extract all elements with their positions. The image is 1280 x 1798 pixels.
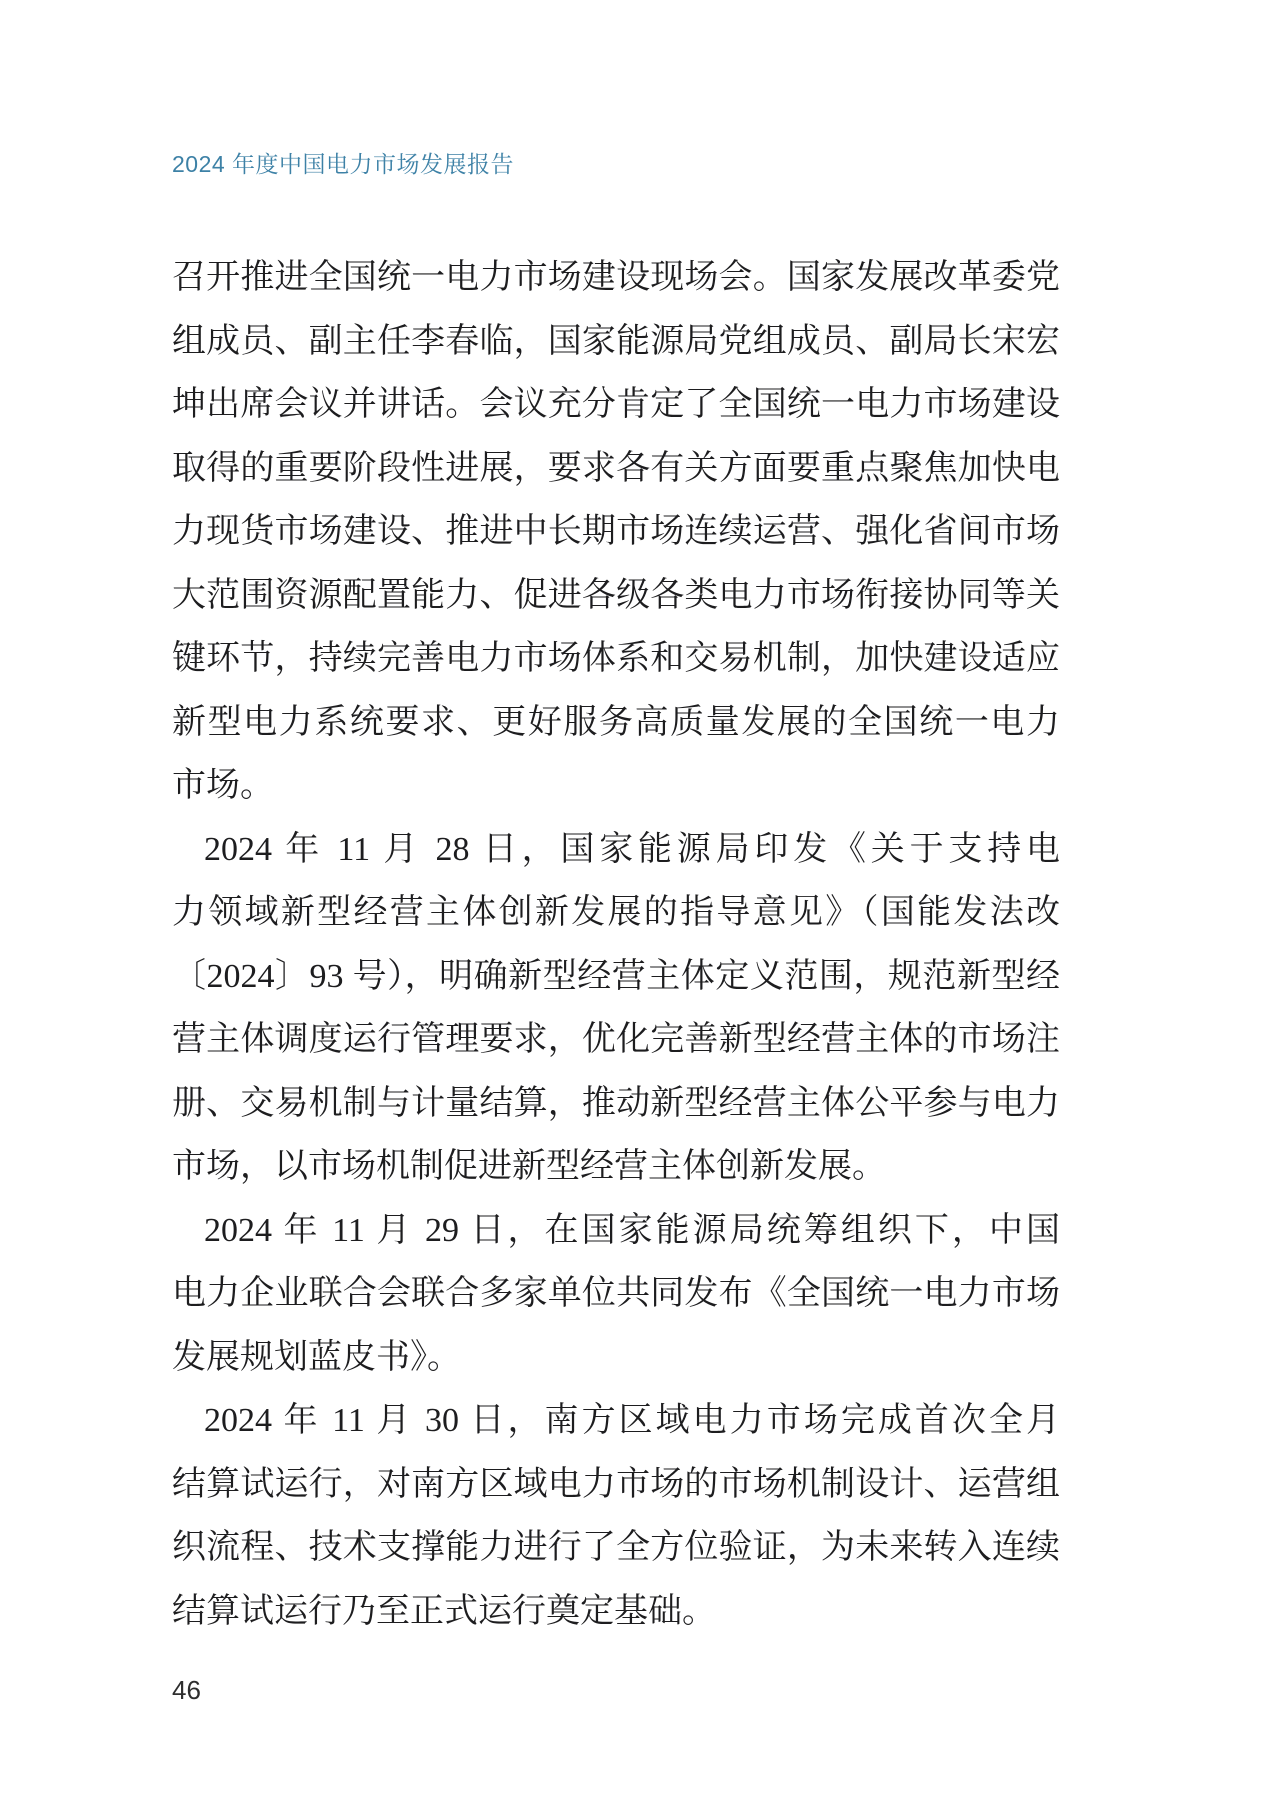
text-line: 结算试运行乃至正式运行奠定基础。 xyxy=(172,1592,716,1630)
text-line: 组成员、副主任李春临，国家能源局党组成员、副局长宋宏 xyxy=(172,322,1060,360)
text-line: 召开推进全国统一电力市场建设现场会。国家发展改革委党 xyxy=(172,259,1060,296)
text-line: 市场。 xyxy=(172,767,274,804)
text-line: 取得的重要阶段性进展，要求各有关方面要重点聚焦加快电 xyxy=(172,449,1060,487)
text-line: 键环节，持续完善电力市场体系和交易机制，加快建设适应 xyxy=(172,640,1060,677)
text-line: 营主体调度运行管理要求，优化完善新型经营主体的市场注 xyxy=(172,1021,1060,1058)
text-line: 新型电力系统要求、更好服务高质量发展的全国统一电力 xyxy=(172,703,1060,741)
text-line: 〔2024〕93 号），明确新型经营主体定义范围，规范新型经 xyxy=(172,957,1060,995)
text-line: 结算试运行，对南方区域电力市场的市场机制设计、运营组 xyxy=(172,1465,1060,1503)
page-number: 46 xyxy=(172,1675,201,1705)
text-line: 2024 年 11 月 29 日，在国家能源局统筹组织下，中国 xyxy=(204,1211,1060,1249)
text-line: 册、交易机制与计量结算，推动新型经营主体公平参与电力 xyxy=(172,1084,1060,1122)
text-line: 2024 年 11 月 30 日，南方区域电力市场完成首次全月 xyxy=(204,1402,1060,1439)
text-line: 力领域新型经营主体创新发展的指导意见》（国能发法改 xyxy=(172,894,1060,931)
text-line: 力现货市场建设、推进中长期市场连续运营、强化省间市场 xyxy=(172,513,1060,550)
text-line: 市场，以市场机制促进新型经营主体创新发展。 xyxy=(172,1148,886,1185)
text-line: 2024 年 11 月 28 日，国家能源局印发《关于支持电 xyxy=(204,830,1060,868)
text-line: 发展规划蓝皮书》。 xyxy=(172,1338,461,1376)
text-line: 织流程、技术支撑能力进行了全方位验证，为未来转入连续 xyxy=(172,1529,1060,1566)
body-text xyxy=(172,246,1060,1643)
text-line: 电力企业联合会联合多家单位共同发布《全国统一电力市场 xyxy=(172,1275,1060,1312)
text-line: 大范围资源配置能力、促进各级各类电力市场衔接协同等关 xyxy=(172,576,1060,614)
report-title-header: 2024 年度中国电力市场发展报告 xyxy=(172,151,515,177)
text-line: 坤出席会议并讲话。会议充分肯定了全国统一电力市场建设 xyxy=(172,386,1060,423)
